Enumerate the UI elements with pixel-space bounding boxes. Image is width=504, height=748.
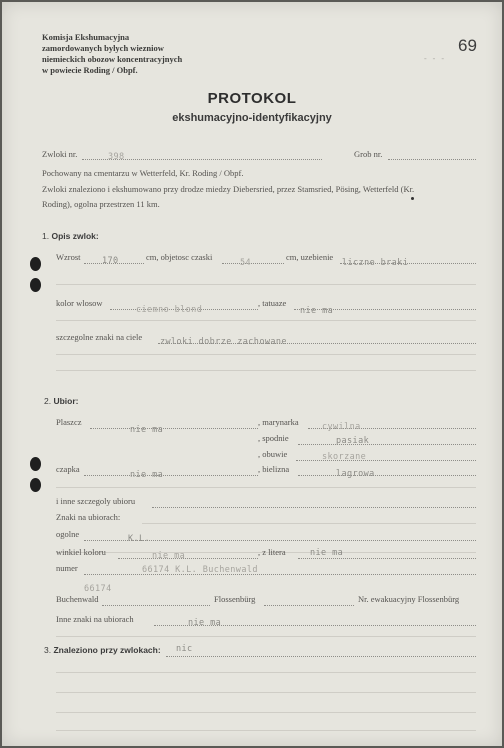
org-line-2: zamordowanych bylych wiezniow — [42, 43, 164, 53]
blank-line — [56, 284, 476, 285]
shoes-value: skorzane — [322, 452, 367, 462]
cap-value: nie ma — [130, 470, 164, 480]
blank-line — [56, 692, 476, 693]
letter-value: nie ma — [310, 548, 344, 558]
general-label: ogolne — [56, 529, 80, 539]
fill-line — [298, 558, 476, 559]
triangle-color-label: winkiel koloru — [56, 547, 106, 557]
blank-line — [56, 636, 476, 637]
grave-label: Grob nr. — [354, 149, 383, 159]
height-value: 170 — [102, 256, 119, 266]
fill-line — [298, 475, 476, 476]
fill-line — [102, 605, 210, 606]
remains-number: 398 — [108, 152, 125, 162]
fill-line — [264, 605, 354, 606]
underwear-label: , bielizna — [258, 464, 290, 474]
flossenburg-label: Flossenbürg — [214, 594, 256, 604]
tattoo-value: nie ma — [300, 306, 334, 316]
other-clothing-marks-value: nie ma — [188, 618, 222, 628]
punch-hole — [30, 278, 41, 292]
blank-line — [56, 354, 476, 355]
trousers-value: pasiak — [336, 436, 370, 446]
trousers-label: , spodnie — [258, 433, 289, 443]
number-value: 66174 K.L. Buchenwald — [142, 565, 258, 575]
triangle-color-value: nie ma — [152, 551, 186, 561]
cm-label: cm, objetosc czaski — [146, 252, 213, 262]
document-page — [2, 2, 502, 746]
skull-value: 54 — [240, 258, 252, 268]
body-marks-value: zwloki dobrze zachowane — [160, 337, 287, 347]
letter-label: , z litera — [258, 547, 286, 557]
punch-hole — [30, 257, 41, 271]
org-line-1: Komisja Ekshumacyjna — [42, 32, 130, 42]
found-line-1: Zwloki znaleziono i ekshumowano przy drodze miedzy Diebersried, przez Stamsried, Pösing, Wetterfeld (Kr. — [42, 184, 415, 194]
found-line-2: Roding), ogolna przestrzen 11 km. — [42, 199, 160, 209]
cap-label: czapka — [56, 464, 80, 474]
height-label: Wzrost — [56, 252, 81, 262]
blank-line — [56, 487, 476, 488]
number-label: numer — [56, 563, 78, 573]
org-line-4: w powiecie Roding / Obpf. — [42, 65, 138, 75]
clothing-marks-label: Znaki na ubiorach: — [56, 512, 121, 522]
body-marks-label: szczegolne znaki na ciele — [56, 332, 143, 342]
tattoo-label: , tatuaze — [258, 298, 287, 308]
coat-label: Plaszcz — [56, 417, 82, 427]
blank-line — [56, 730, 476, 731]
other-details-label: i inne szczegoly ubioru — [56, 496, 136, 506]
fill-line — [222, 263, 284, 264]
jacket-value: cywilna — [322, 422, 361, 432]
punch-hole — [30, 457, 41, 471]
shoes-label: , obuwie — [258, 449, 288, 459]
fill-line — [298, 444, 476, 445]
fill-line — [388, 159, 476, 160]
buchenwald-label: Buchenwald — [56, 594, 99, 604]
blank-line — [56, 370, 476, 371]
fill-line — [166, 656, 476, 657]
blank-line — [142, 523, 476, 524]
burial-line: Pochowany na cmentarzu w Wetterfeld, Kr. Roding / Obpf. — [42, 168, 244, 178]
jacket-label: , marynarka — [258, 417, 299, 427]
document-subtitle: ekshumacyjno-identyfikacyjny — [172, 112, 332, 124]
org-line-3: niemieckich obozow koncentracyjnych — [42, 54, 183, 64]
fill-line — [152, 507, 476, 508]
hair-label: kolor wlosow — [56, 298, 103, 308]
blank-line — [56, 320, 476, 321]
evacuation-number-label: Nr. ewakuacyjny Flossenbürg — [358, 594, 460, 604]
page-number: 69 — [458, 36, 477, 55]
underwear-value: lagrowa — [336, 469, 375, 479]
hair-value: ciemno blond — [136, 305, 203, 315]
teeth-value: liczne braki — [342, 258, 409, 268]
fill-line — [118, 558, 258, 559]
found-items-value: nic — [176, 644, 193, 654]
general-value: K.L. — [128, 534, 151, 544]
teeth-label: cm, uzebienie — [286, 252, 334, 262]
blank-line — [56, 672, 476, 673]
punch-hole — [30, 478, 41, 492]
ink-dot — [411, 197, 414, 200]
fill-line — [84, 475, 258, 476]
section-2-heading: 2. Ubior: — [44, 396, 79, 406]
section-1-heading: 1. Opis zwlok: — [42, 231, 99, 241]
blank-line — [56, 712, 476, 713]
section-3-heading: 3. Znaleziono przy zwlokach: — [44, 645, 161, 655]
remains-label: Zwloki nr. — [42, 149, 78, 159]
faint-mark: - - - — [424, 54, 446, 63]
fill-line — [90, 428, 258, 429]
buchenwald-number: 66174 — [84, 584, 112, 594]
coat-value: nie ma — [130, 425, 164, 435]
document-title: PROTOKOL — [207, 90, 297, 107]
other-clothing-marks-label: Inne znaki na ubiorach — [56, 614, 134, 624]
